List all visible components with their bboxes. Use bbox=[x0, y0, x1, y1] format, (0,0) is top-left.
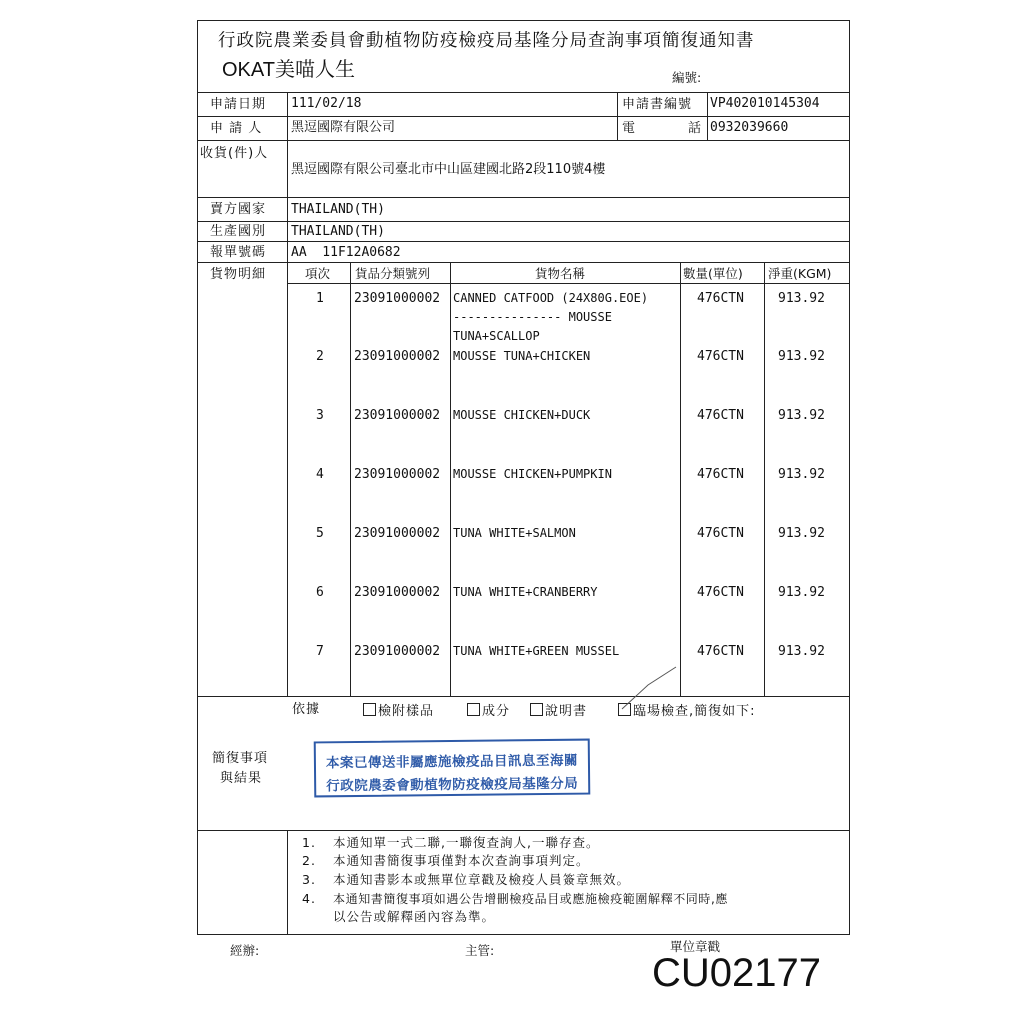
note-text: 本通知書影本或無單位章戳及檢疫人員簽章無效。 bbox=[333, 872, 631, 887]
option-label: 檢附樣品 bbox=[378, 704, 435, 719]
row-name: MOUSSE CHICKEN+PUMPKIN bbox=[453, 467, 612, 481]
goods-header-code: 貨品分類號列 bbox=[355, 266, 431, 281]
row-weight: 913.92 bbox=[778, 349, 825, 364]
row-name: TUNA WHITE+SALMON bbox=[453, 526, 576, 540]
row-weight: 913.92 bbox=[778, 526, 825, 541]
row-divider bbox=[197, 262, 850, 263]
row-weight: 913.92 bbox=[778, 408, 825, 423]
option-manual bbox=[530, 703, 587, 718]
reply-label-2: 與結果 bbox=[220, 771, 263, 786]
phone-label-1: 電 bbox=[622, 121, 637, 136]
col-divider bbox=[450, 262, 451, 696]
col-divider bbox=[707, 92, 708, 140]
declaration-value: AA 11F12A0682 bbox=[291, 245, 401, 260]
row-name: MOUSSE TUNA+CHICKEN bbox=[453, 349, 591, 363]
stamp-line-1: 本案已傳送非屬應施檢疫品目訊息至海關 bbox=[325, 752, 579, 772]
origin-value: THAILAND(TH) bbox=[291, 224, 385, 239]
goods-header-weight: 淨重(KGM) bbox=[768, 266, 832, 281]
row-no: 6 bbox=[316, 585, 324, 600]
row-code: 23091000002 bbox=[354, 526, 441, 541]
stamp-line-2: 行政院農委會動植物防疫檢疫局基隆分局 bbox=[326, 775, 579, 795]
unit-seal-label: 單位章戳 bbox=[670, 939, 721, 954]
option-label: 說明書 bbox=[545, 704, 588, 719]
note-num: 3. bbox=[302, 872, 316, 887]
row-divider bbox=[197, 92, 850, 93]
option-sample bbox=[363, 703, 434, 718]
checkbox-ingredient[interactable] bbox=[467, 703, 480, 716]
phone-value: 0932039660 bbox=[710, 120, 789, 135]
apply-date-label: 申請日期 bbox=[210, 97, 267, 112]
seller-country-value: THAILAND(TH) bbox=[291, 202, 385, 217]
approval-stamp bbox=[314, 739, 591, 798]
row-divider bbox=[197, 140, 850, 141]
col-divider bbox=[350, 262, 351, 696]
note-text: 以公告或解釋函內容為準。 bbox=[333, 909, 496, 924]
apply-date-value: 111/02/18 bbox=[291, 96, 362, 111]
goods-header-name: 貨物名稱 bbox=[535, 266, 586, 281]
number-label: 編號: bbox=[672, 70, 702, 85]
row-divider bbox=[197, 696, 850, 697]
col-divider bbox=[764, 262, 765, 696]
row-qty: 476CTN bbox=[697, 349, 744, 364]
handler-label: 經辦: bbox=[230, 943, 260, 958]
row-qty: 476CTN bbox=[697, 408, 744, 423]
option-suffix: ,簡復如下: bbox=[689, 704, 756, 719]
row-no: 1 bbox=[316, 291, 324, 306]
row-name: TUNA+SCALLOP bbox=[453, 329, 540, 343]
row-qty: 476CTN bbox=[697, 585, 744, 600]
row-name: MOUSSE CHICKEN+DUCK bbox=[453, 408, 591, 422]
row-name: TUNA WHITE+CRANBERRY bbox=[453, 585, 598, 599]
app-no-value: VP402010145304 bbox=[710, 96, 820, 111]
checkbox-sample[interactable] bbox=[363, 703, 376, 716]
applicant-label: 申 請 人 bbox=[210, 121, 263, 136]
option-label: 臨場檢查 bbox=[633, 704, 690, 719]
note-text: 本通知單一式二聯,一聯復查詢人,一聯存查。 bbox=[333, 835, 600, 850]
seller-country-label: 賣方國家 bbox=[210, 202, 267, 217]
reply-label-1: 簡復事項 bbox=[212, 751, 269, 766]
col-divider bbox=[680, 262, 681, 696]
note-text: 本通知書簡復事項如遇公告增刪檢疫品目或應施檢疫範圍解釋不同時,應 bbox=[333, 892, 729, 906]
row-weight: 913.92 bbox=[778, 585, 825, 600]
supervisor-label: 主管: bbox=[465, 943, 495, 958]
app-no-label: 申請書編號 bbox=[622, 97, 693, 112]
row-no: 4 bbox=[316, 467, 324, 482]
row-code: 23091000002 bbox=[354, 467, 441, 482]
consignee-label: 收貨(件)人 bbox=[200, 146, 269, 161]
row-divider bbox=[287, 283, 850, 284]
applicant-value: 黑逗國際有限公司 bbox=[291, 120, 396, 135]
option-ingredient bbox=[467, 703, 510, 718]
row-weight: 913.92 bbox=[778, 291, 825, 306]
consignee-value: 黑逗國際有限公司臺北市中山區建國北路2段110號4樓 bbox=[291, 162, 606, 177]
row-qty: 476CTN bbox=[697, 291, 744, 306]
document-code: CU02177 bbox=[652, 951, 822, 995]
phone-label-2: 話 bbox=[688, 121, 703, 136]
goods-header-no: 項次 bbox=[305, 266, 331, 281]
form-title: 行政院農業委員會動植物防疫檢疫局基隆分局查詢事項簡復通知書 bbox=[218, 31, 755, 51]
row-no: 2 bbox=[316, 349, 324, 364]
col-divider bbox=[287, 830, 288, 935]
row-divider bbox=[197, 197, 850, 198]
goods-header-qty: 數量(單位) bbox=[683, 266, 743, 281]
row-code: 23091000002 bbox=[354, 644, 441, 659]
row-name: TUNA WHITE+GREEN MUSSEL bbox=[453, 644, 620, 658]
row-no: 5 bbox=[316, 526, 324, 541]
note-text: 本通知書簡復事項僅對本次查詢事項判定。 bbox=[333, 853, 590, 868]
col-divider bbox=[287, 92, 288, 696]
row-no: 3 bbox=[316, 408, 324, 423]
check-mark-icon bbox=[618, 665, 678, 710]
option-label: 成分 bbox=[482, 704, 511, 719]
origin-label: 生產國別 bbox=[210, 224, 267, 239]
row-qty: 476CTN bbox=[697, 644, 744, 659]
note-num: 2. bbox=[302, 853, 316, 868]
row-name: --------------- MOUSSE bbox=[453, 310, 612, 324]
note-num: 1. bbox=[302, 835, 316, 850]
row-code: 23091000002 bbox=[354, 291, 441, 306]
row-divider bbox=[197, 116, 850, 117]
row-divider bbox=[197, 830, 850, 831]
row-code: 23091000002 bbox=[354, 585, 441, 600]
row-divider bbox=[197, 221, 850, 222]
checkbox-manual[interactable] bbox=[530, 703, 543, 716]
declaration-label: 報單號碼 bbox=[210, 245, 267, 260]
note-num: 4. bbox=[302, 891, 316, 906]
basis-label: 依據 bbox=[292, 702, 321, 717]
row-qty: 476CTN bbox=[697, 467, 744, 482]
brand-label: OKAT美喵人生 bbox=[222, 59, 355, 81]
row-weight: 913.92 bbox=[778, 644, 825, 659]
row-qty: 476CTN bbox=[697, 526, 744, 541]
row-divider bbox=[197, 241, 850, 242]
row-code: 23091000002 bbox=[354, 408, 441, 423]
row-code: 23091000002 bbox=[354, 349, 441, 364]
row-name: CANNED CATFOOD (24X80G.EOE) bbox=[453, 291, 649, 305]
row-no: 7 bbox=[316, 644, 324, 659]
col-divider bbox=[617, 92, 618, 140]
row-weight: 913.92 bbox=[778, 467, 825, 482]
goods-label: 貨物明細 bbox=[210, 267, 267, 282]
